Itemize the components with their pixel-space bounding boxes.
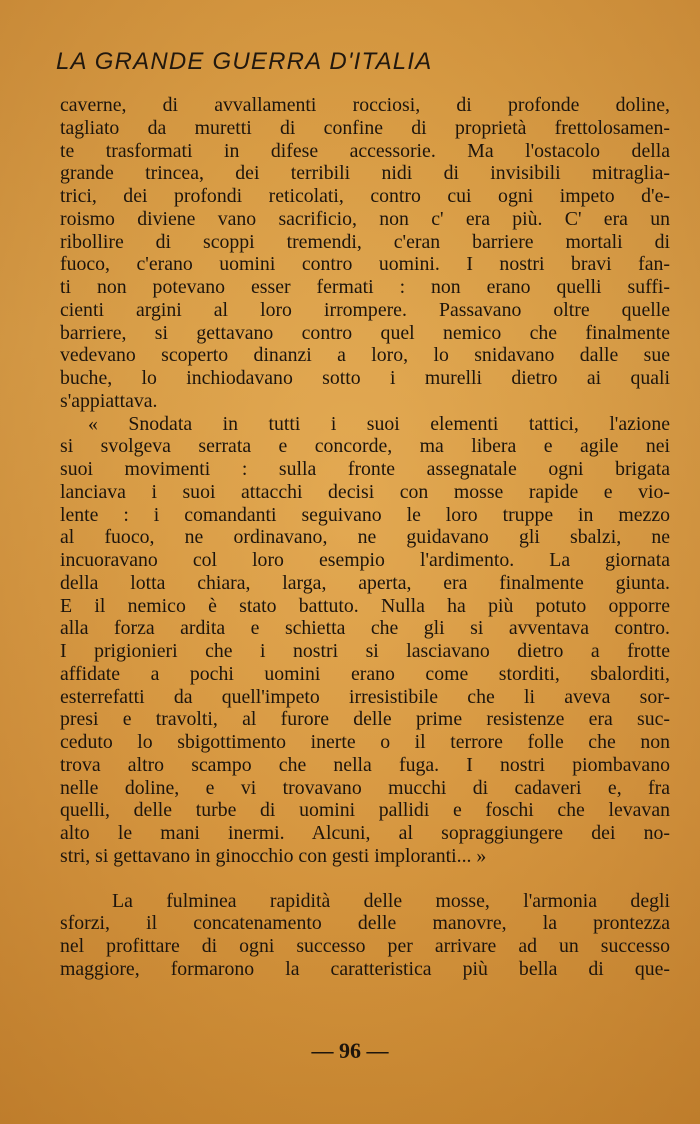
text-line: ribollire di scoppi tremendi, c'eran barriere mortali di [60,230,670,253]
text-line: alto le mani inermi. Alcuni, al sopraggiungere dei no- [60,822,670,844]
text-line: ti non potevano esser fermati : non erano quelli suffi- [60,276,670,298]
text-line: si svolgeva serrata e concorde, ma libera e agile nei [60,435,670,458]
text-line: suoi movimenti : sulla fronte assegnatale ogni brigata [60,458,670,480]
text-line: affidate a pochi uomini erano come storditi, sbalorditi, [60,662,670,685]
text-line: trova altro scampo che nella fuga. I nostri piombavano [60,753,670,776]
text-line: maggiore, formarono la caratteristica più bella di que- [60,957,670,980]
page-number: — 96 — [311,1038,389,1063]
text-line: I prigionieri che i nostri si lasciavano dietro a frotte [60,640,670,662]
text-line: barriere, si gettavano contro quel nemico che finalmente [60,321,670,344]
text-line: nelle doline, e vi trovavano mucchi di cadaveri e, fra [60,776,670,799]
text-line: s'appiattava. [60,389,158,412]
text-line: alla forza ardita e schietta che gli si avventava contro. [60,617,670,640]
text-line: buche, lo inchiodavano sotto i murelli dietro ai quali [60,367,670,389]
text-line: incuoravano col loro esempio l'ardimento. La giornata [60,549,670,571]
text-line: La fulminea rapidità delle mosse, l'armonia degli [112,889,670,912]
text-line: esterrefatti da quell'impeto irresistibile che li aveva sor- [60,685,670,708]
text-line: ceduto lo sbigottimento inerte o il terrore folle che non [60,731,670,753]
text-line: roismo diviene vano sacrificio, non c' era più. C' era un [60,207,670,230]
text-line: lente : i comandanti seguivano le loro truppe in mezzo [60,503,670,526]
text-line: nel profittare di ogni successo per arrivare ad un successo [60,935,670,957]
text-line: « Snodata in tutti i suoi elementi tattici, l'azione [88,412,670,435]
running-head: LA GRANDE GUERRA D'ITALIA [56,48,433,75]
paragraph-spacer [60,868,670,890]
paragraph-2 [60,413,670,868]
text-line: te trasformati in difese accessorie. Ma l'ostacolo della [60,139,670,162]
text-line: stri, si gettavano in ginocchio con gesti imploranti... » [60,844,487,867]
text-line: tagliato da muretti di confine di proprietà frettolosamen- [60,116,670,139]
text-line: E il nemico è stato battuto. Nulla ha più potuto opporre [60,594,670,617]
text-line: quelli, delle turbe di uomini pallidi e foschi che levavan [60,799,670,822]
paragraph-3 [60,890,670,981]
text-line: fuoco, c'erano uomini contro uomini. I nostri bravi fan- [60,253,670,276]
text-line: presi e travolti, al furore delle prime resistenze era suc- [60,708,670,731]
text-line: al fuoco, ne ordinavano, ne guidavano gli sbalzi, ne [60,526,670,549]
text-line: sforzi, il concatenamento delle manovre, la prontezza [60,912,670,935]
body-text [60,94,670,981]
text-line: grande trincea, dei terribili nidi di invisibili mitraglia- [60,162,670,185]
text-line: vedevano scoperto dinanzi a loro, lo snidavano dalle sue [60,344,670,367]
text-line: trici, dei profondi reticolati, contro cui ogni impeto d'e- [60,185,670,207]
text-line: caverne, di avvallamenti rocciosi, di profonde doline, [60,94,670,116]
text-line: cienti argini al loro irrompere. Passavano oltre quelle [60,298,670,321]
text-line: lanciava i suoi attacchi decisi con mosse rapide e vio- [60,480,670,503]
paragraph-1 [60,94,670,413]
text-line: della lotta chiara, larga, aperta, era finalmente giunta. [60,571,670,594]
